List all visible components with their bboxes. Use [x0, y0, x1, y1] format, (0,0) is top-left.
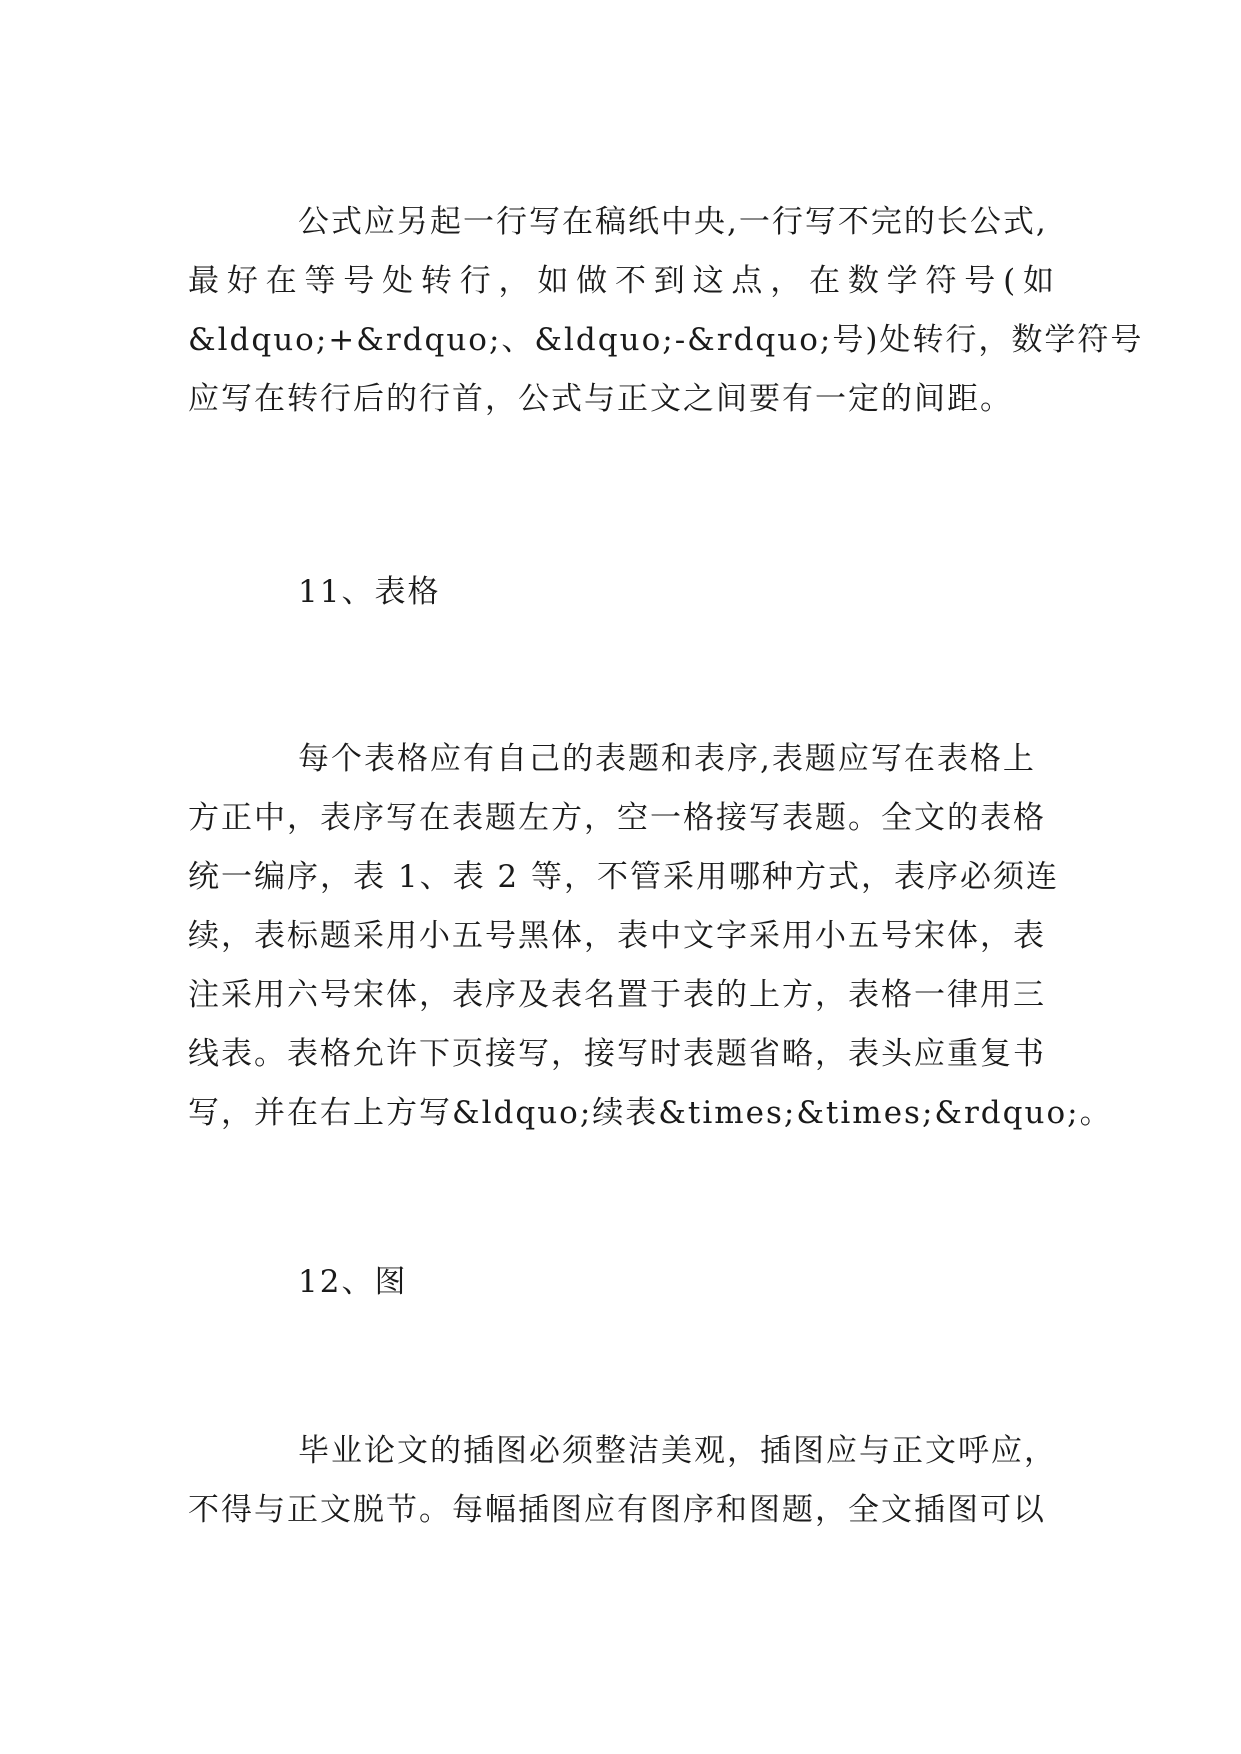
paragraph-line: 方正中，表序写在表题左方，空一格接写表题。全文的表格	[188, 800, 1046, 836]
paragraph-formula	[188, 193, 1144, 429]
paragraph-line: 最好在等号处转行，如做不到这点，在数学符号(如	[188, 263, 1056, 299]
paragraph-figure	[188, 1422, 1056, 1540]
paragraph-line: 每个表格应有自己的表题和表序,表题应写在表格上	[298, 741, 1036, 777]
paragraph-table	[188, 730, 1113, 1143]
paragraph-line: 应写在转行后的行首，公式与正文之间要有一定的间距。	[188, 381, 1013, 417]
paragraph-line: 不得与正文脱节。每幅插图应有图序和图题，全文插图可以	[188, 1492, 1046, 1528]
section-heading-12: 12、图	[298, 1264, 408, 1300]
paragraph-line: 续，表标题采用小五号黑体，表中文字采用小五号宋体，表	[188, 918, 1046, 954]
paragraph-line: 统一编序，表 1、表 2 等，不管采用哪种方式，表序必须连	[188, 859, 1060, 895]
paragraph-line: 公式应另起一行写在稿纸中央,一行写不完的长公式,	[298, 204, 1048, 240]
section-heading-11: 11、表格	[298, 574, 441, 610]
paragraph-line: 写，并在右上方写&ldquo;续表&times;&times;&rdquo;。	[188, 1095, 1113, 1131]
paragraph-line: 线表。表格允许下页接写，接写时表题省略，表头应重复书	[188, 1036, 1046, 1072]
paragraph-line: 毕业论文的插图必须整洁美观，插图应与正文呼应，	[298, 1433, 1057, 1469]
paragraph-line: 注采用六号宋体，表序及表名置于表的上方，表格一律用三	[188, 977, 1046, 1013]
paragraph-line: &ldquo;+&rdquo;、&ldquo;-&rdquo;号)处转行，数学符号	[188, 322, 1144, 358]
